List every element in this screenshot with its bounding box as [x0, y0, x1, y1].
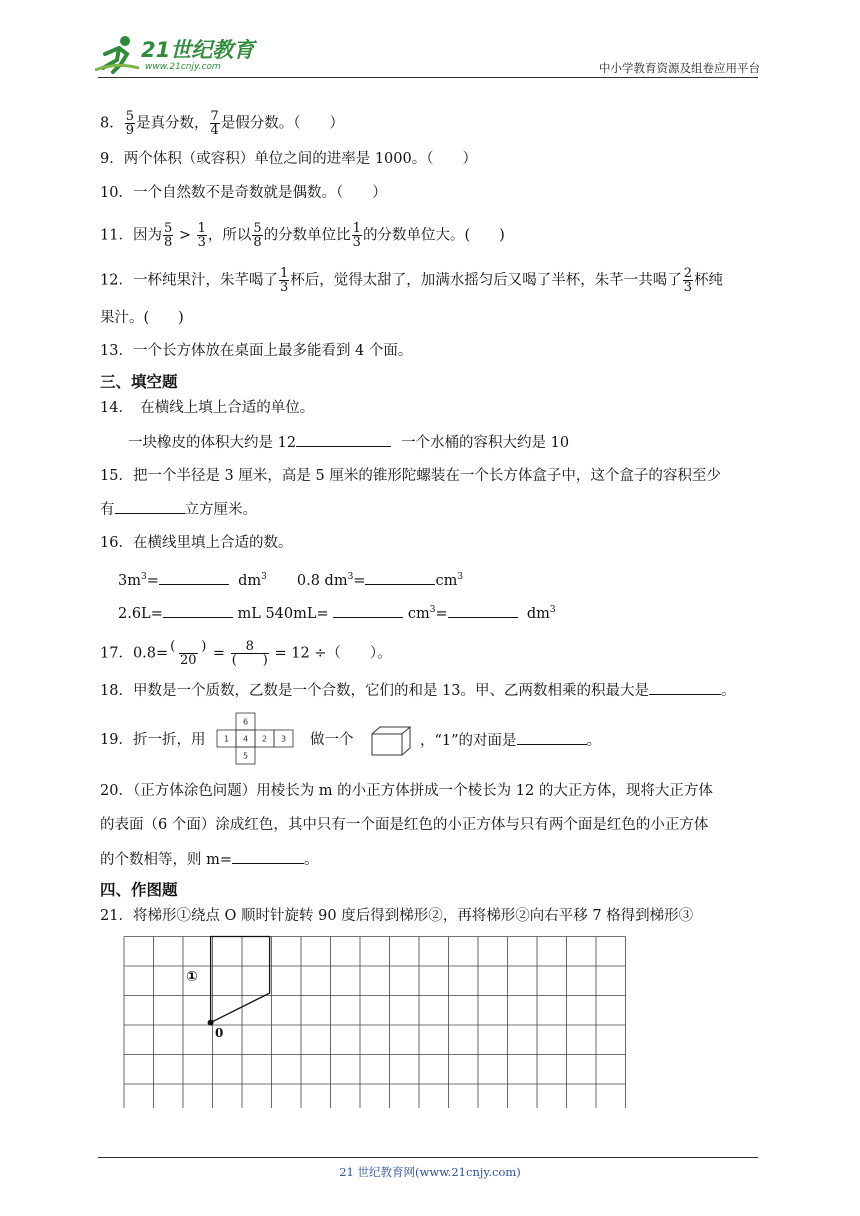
question-13: 13．一个长方体放在桌面上最多能看到 4 个面。: [100, 343, 413, 359]
header: [95, 32, 760, 78]
fraction: $\frac{1}{3}$: [352, 221, 361, 250]
question-21: 21．将梯形①绕点 O 顺时针旋转 90 度后得到梯形②，再将梯形②向右平移 7 格得到梯形③: [100, 908, 694, 924]
trapezoid-1-label: ①: [186, 969, 198, 985]
point-o: [208, 1020, 214, 1026]
question-20: 20．（正方体涂色问题）用棱长为 m 的小正方体拼成一个棱长为 12 的大正方体，现将大正方体: [100, 783, 713, 799]
net-face: 3: [280, 734, 287, 744]
answer-blank[interactable]: [365, 570, 435, 585]
logo-icon: [95, 34, 139, 74]
question-12-line2: 果汁。( ): [100, 310, 184, 326]
fraction: $\frac{8}{( )}$: [231, 639, 268, 668]
question-18: 18．甲数是一个质数，乙数是一个合数，它们的和是 13。甲、乙两数相乘的积最大是 。: [100, 680, 736, 701]
answer-blank[interactable]: [159, 570, 229, 585]
question-20-line3: 的个数相等，则 m= 。: [100, 849, 319, 870]
answer-blank[interactable]: [448, 603, 518, 618]
question-14-blanks: 一块橡皮的体积大约是 12 一个水桶的容积大约是 10: [128, 432, 569, 453]
trapezoid-1: [211, 937, 270, 1023]
net-face: 5: [242, 751, 249, 761]
answer-blank[interactable]: [517, 730, 587, 745]
net-face: 1: [223, 734, 230, 744]
footer-rule: [98, 1157, 758, 1158]
section-title-drawing: 四、作图题: [100, 881, 178, 899]
fraction: $\frac{7}{4}$: [210, 109, 219, 138]
answer-blank[interactable]: [115, 499, 185, 514]
net-face: 4: [242, 734, 249, 744]
question-9: 9．两个体积（或容积）单位之间的进率是 1000。（ ）: [100, 151, 477, 167]
question-16-row2: 2.6L= mL $540mL= cm^3= dm^3$: [118, 600, 556, 624]
fraction: $\frac{( )}{20}$: [170, 639, 207, 668]
fraction: $\frac{1}{3}$: [279, 266, 289, 295]
question-14: 14． 在横线上填上合适的单位。: [100, 400, 315, 416]
answer-blank[interactable]: [163, 603, 233, 618]
question-19-mid: 做一个: [310, 732, 354, 748]
question-8: 8． $\frac{5}{9}$ 是真分数， $\frac{7}{4}$ 是假分数。（ ）: [100, 109, 345, 138]
logo-text: 21世纪教育: [141, 38, 255, 62]
question-15-line2: 有 立方厘米。: [100, 499, 257, 520]
point-o-label: 0: [215, 1026, 224, 1040]
section-title-fill: 三、填空题: [100, 373, 178, 391]
fraction: $\frac{5}{8}$: [163, 221, 173, 250]
fraction: $\frac{5}{8}$: [253, 221, 262, 250]
cube-figure: [370, 724, 412, 758]
question-19: 19．折一折，用: [100, 732, 206, 748]
question-10: 10．一个自然数不是奇数就是偶数。（ ）: [100, 185, 387, 201]
answer-blank[interactable]: [296, 432, 391, 447]
drawing-grid[interactable]: [122, 934, 626, 1108]
header-rule: [98, 77, 758, 78]
question-11: 11．因为 $\frac{5}{8}$ > $\frac{1}{3}$ ，所以 $\frac{5}{8}$ 的分数单位比 $\frac{1}{3}$ 的分数单位大。( ): [100, 221, 505, 250]
question-16: 16．在横线里填上合适的数。: [100, 535, 293, 551]
question-19-tail: ，“1”的对面是 。: [420, 730, 601, 751]
header-right-text: 中小学教育资源及组卷应用平台: [599, 61, 760, 75]
fraction: $\frac{1}{3}$: [197, 221, 206, 250]
footer-text: 21 世纪教育网(www.21cnjy.com): [339, 1165, 521, 1179]
answer-blank[interactable]: [232, 849, 304, 864]
question-15: 15．把一个半径是 3 厘米，高是 5 厘米的锥形陀螺装在一个长方体盒子中，这个盒子的容积至少: [100, 468, 721, 484]
question-12: 12．一杯纯果汁，朱芊喝了 $\frac{1}{3}$ 杯后，觉得太甜了，加满水摇匀后又喝了半杯，朱芊一共喝了 $\frac{2}{3}$ 杯纯: [100, 266, 724, 295]
question-17: 17．0.8= $\frac{( )}{20}$ = $\frac{8}{( )}$ = 12 ÷（ ）。: [100, 639, 392, 668]
question-16-row1: $3m^3= dm^3$ 0.8 $dm^3= cm^3$: [118, 567, 463, 591]
fraction: $\frac{2}{3}$: [683, 266, 693, 295]
net-face: 6: [242, 717, 249, 727]
net-face: 2: [261, 734, 268, 744]
cube-net-figure: [215, 712, 297, 766]
logo-url: www.21cnjy.com: [145, 62, 221, 72]
answer-blank[interactable]: [333, 603, 403, 618]
answer-blank[interactable]: [649, 680, 721, 695]
question-20-line2: 的表面（6 个面）涂成红色，其中只有一个面是红色的小正方体与只有两个面是红色的小正方体: [100, 817, 709, 833]
fraction: $\frac{5}{9}$: [125, 109, 135, 138]
